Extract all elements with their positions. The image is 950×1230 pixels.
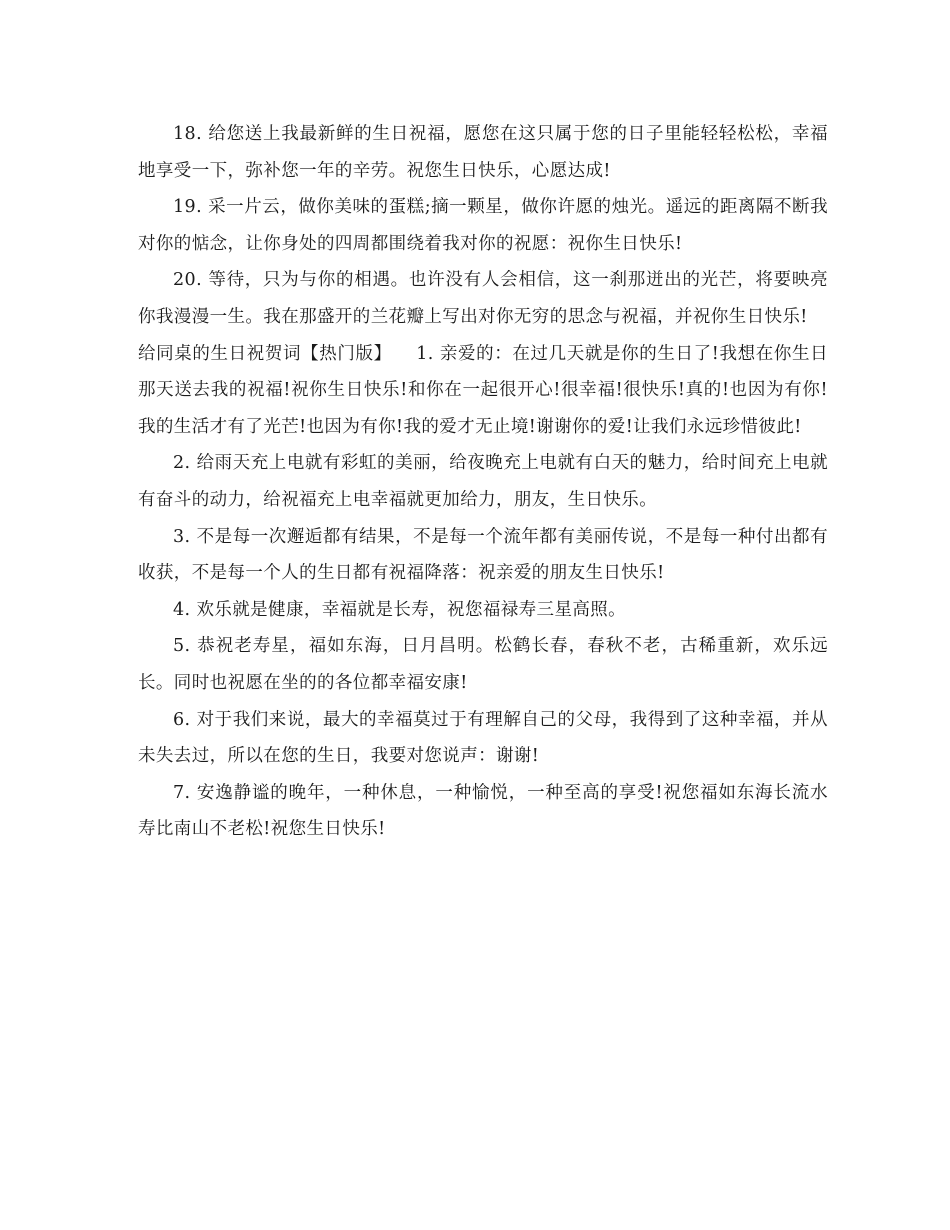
section-heading: 给同桌的生日祝贺词【热门版】 xyxy=(138,343,392,364)
paragraph-item-4: 4. 欢乐就是健康，幸福就是长寿，祝您福禄寿三星高照。 xyxy=(173,599,627,620)
paragraph-20: 20. 等待，只为与你的相遇。也许没有人会相信，这一刹那迸出的光芒，将要映亮你我漫漫一生。我在那盛开的兰花瓣上写出对你无穷的思念与祝福，并祝你生日快乐! xyxy=(138,270,828,327)
paragraph-18: 18. 给您送上我最新鲜的生日祝福，愿您在这只属于您的日子里能轻轻松松，幸福地享受一下，弥补您一年的辛劳。祝您生日快乐，心愿达成! xyxy=(138,124,828,181)
document-body xyxy=(138,116,828,848)
paragraph-item-3: 3. 不是每一次邂逅都有结果，不是每一个流年都有美丽传说，不是每一种付出都有收获，不是每一个人的生日都有祝福降落：祝亲爱的朋友生日快乐! xyxy=(138,526,828,584)
paragraph-item-2: 2. 给雨天充上电就有彩虹的美丽，给夜晚充上电就有白天的魅力，给时间充上电就有奋斗的动力，给祝福充上电幸福就更加给力，朋友，生日快乐。 xyxy=(138,453,828,510)
section-paragraph xyxy=(138,336,828,446)
paragraph-item-7: 7. 安逸静谧的晚年，一种休息，一种愉悦，一种至高的享受!祝您福如东海长流水寿比南山不老松!祝您生日快乐! xyxy=(138,782,828,840)
paragraph-19: 19. 采一片云，做你美味的蛋糕;摘一颗星，做你许愿的烛光。遥远的距离隔不断我对你的惦念，让你身处的四周都围绕着我对你的祝愿：祝你生日快乐! xyxy=(138,197,828,254)
paragraph-item-6: 6. 对于我们来说，最大的幸福莫过于有理解自己的父母，我得到了这种幸福，并从未失去过，所以在您的生日，我要对您说声：谢谢! xyxy=(138,709,828,767)
section-item-1: 1. 亲爱的：在过几天就是你的生日了!我想在你生日那天送去我的祝福!祝你生日快乐!和你在一起很开心!很幸福!很快乐!真的!也因为有你!我的生活才有了光芒!也因为有你!我的爱才无止境!谢谢你的爱!让我们永远珍惜彼此! xyxy=(138,343,828,437)
paragraph-item-5: 5. 恭祝老寿星，福如东海，日月昌明。松鹤长春，春秋不老，古稀重新，欢乐远长。同时也祝愿在坐的的各位都幸福安康! xyxy=(138,636,828,693)
